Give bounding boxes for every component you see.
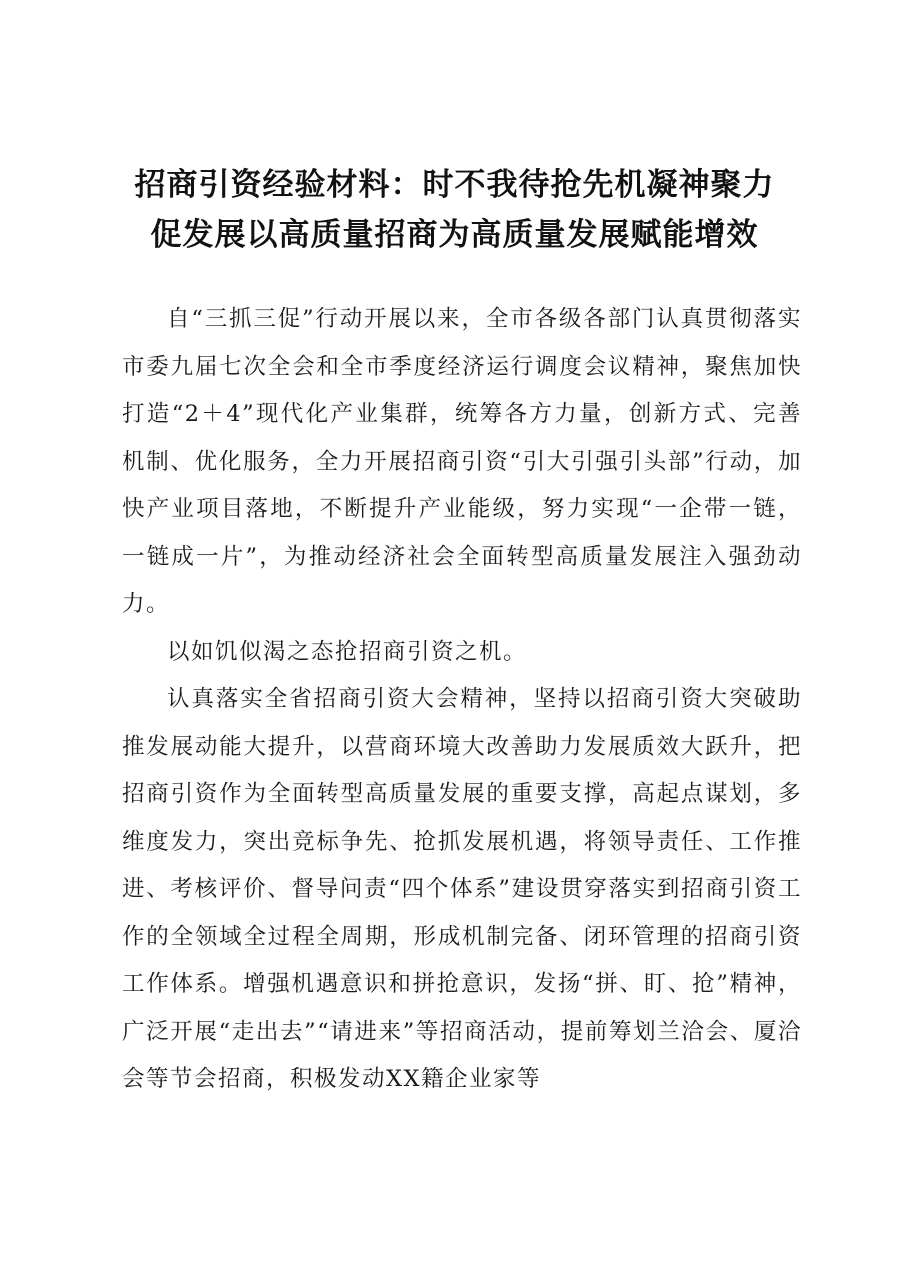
title-line-1: 招商引资经验材料：时不我待抢先机凝神聚力 bbox=[134, 167, 775, 203]
paragraph-intro: 自“三抓三促”行动开展以来，全市各级各部门认真贯彻落实市委九届七次全会和全市季度经济运行调度会议精神，聚焦加快打造“2＋4”现代化产业集群，统筹各方力量，创新方式、完善机制、优化服务，全力开展招商引资“引大引强引头部”行动，加快产业项目落地，不断提升产业能级，努力实现“一企带一链，一链成一片”，为推动经济社会全面转型高质量发展注入强劲动力。 bbox=[122, 306, 802, 617]
document-body bbox=[122, 296, 802, 1104]
title-line-2: 促发展以高质量招商为高质量发展赋能增效 bbox=[150, 217, 759, 253]
paragraph-body: 认真落实全省招商引资大会精神，坚持以招商引资大突破助推发展动能大提升，以营商环境大改善助力发展质效大跃升，把招商引资作为全面转型高质量发展的重要支撑，高起点谋划，多维度发力，突出竞标争先、抢抓发展机遇，将领导责任、工作推进、考核评价、督导问责“四个体系”建设贯穿落实到招商引资工作的全领域全过程全周期，形成机制完备、闭环管理的招商引资工作体系。增强机遇意识和拼抢意识，发扬“拼、盯、抢”精神，广泛开展“走出去”“请进来”等招商活动，提前筹划兰洽会、厦洽会等节会招商，积极发动XX籍企业家等 bbox=[122, 686, 802, 1092]
paragraph-heading: 以如饥似渴之态抢招商引资之机。 bbox=[167, 638, 528, 665]
document-title bbox=[100, 160, 809, 260]
